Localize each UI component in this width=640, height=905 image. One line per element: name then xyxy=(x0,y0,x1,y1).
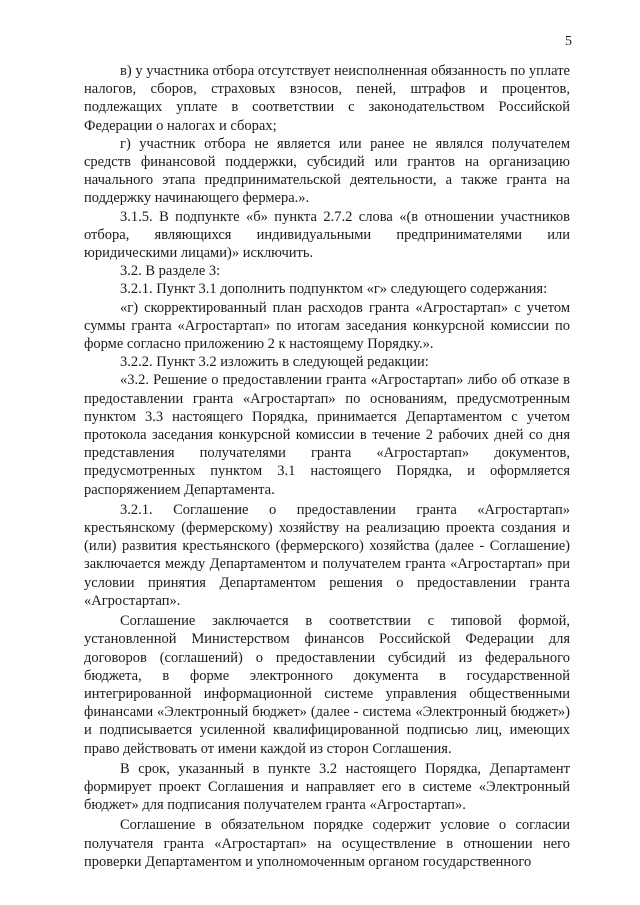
paragraph-agreement-consent: Соглашение в обязательном порядке содержит условие о согласии получателя гранта «Агростартап» на осуществление в отношении него проверки Департаментом и уполномоченным органом государственного xyxy=(84,817,570,870)
paragraph-subitem-g-plan: «г) скорректированный план расходов гранта «Агростартап» с учетом суммы гранта «Агростартап» по итогам заседания конкурсной комиссии по форме согласно приложению 2 к настоящему Порядку.». xyxy=(84,299,570,353)
paragraph-3-2-1-amend: 3.2.1. Пункт 3.1 дополнить подпунктом «г» следующего содержания: xyxy=(120,281,548,298)
paragraph-3-2-2: 3.2.2. Пункт 3.2 изложить в следующей редакции: xyxy=(120,354,429,371)
paragraph-3-2: 3.2. В разделе 3: xyxy=(120,263,221,280)
paragraph-new-3-2-1: 3.2.1. Соглашение о предоставлении гранта «Агростартап» крестьянскому (фермерскому) хозяйству на реализацию проекта создания и (или) развития крестьянского (фермерского) хозяйства (далее - Соглашение) заключается между Департаментом и получателем гранта «Агростартап» при условии принятия Департаментом решения о предоставлении гранта «Агростартап». xyxy=(84,501,570,609)
document-body xyxy=(84,62,570,871)
paragraph-agreement-form: Соглашение заключается в соответствии с типовой формой, установленной Министерством финансов Российской Федерации для договоров (соглашений) о предоставлении субсидий из федерального бюджета, в форме электронного документа в государственной интегрированной информационной системе управления общественными финансами «Электронный бюджет» (далее - система «Электронный бюджет») и подписывается усиленной квалифицированной подписью лиц, имеющих право действовать от имени каждой из сторон Соглашения. xyxy=(84,613,570,757)
paragraph-3-1-5: 3.1.5. В подпункте «б» пункта 2.7.2 слова «(в отношении участников отбора, являющихся индивидуальными предпринимателями или юридическими лицами)» исключить. xyxy=(84,208,570,262)
paragraph-new-3-2: «3.2. Решение о предоставлении гранта «Агростартап» либо об отказе в предоставлении гранта «Агростартап» по основаниям, предусмотренным пунктом 3.3 настоящего Порядка, принимается Департаментом с учетом протокола заседания конкурсной комиссии в течение 2 рабочих дней со дня представления получателями гранта «Агростартап» документов, предусмотренных пунктом 3.1 настоящего Порядка, и оформляется распоряжением Департамента. xyxy=(84,372,570,498)
paragraph-subitem-v: в) у участника отбора отсутствует неисполненная обязанность по уплате налогов, сборов, страховых взносов, пеней, штрафов и процентов, подлежащих уплате в соответствии с законодательством Российской Федерации о налогах и сборах; xyxy=(84,63,570,134)
paragraph-agreement-deadline: В срок, указанный в пункте 3.2 настоящего Порядка, Департамент формирует проект Соглашения и направляет его в системе «Электронный бюджет» для подписания получателем гранта «Агростартап». xyxy=(84,760,570,814)
paragraph-subitem-g: г) участник отбора не является или ранее не являлся получателем средств финансовой поддержки, субсидий или грантов на организацию начального этапа предпринимательской деятельности, а также гранта на поддержку начинающего фермера.». xyxy=(84,135,570,207)
page-number: 5 xyxy=(565,34,572,49)
